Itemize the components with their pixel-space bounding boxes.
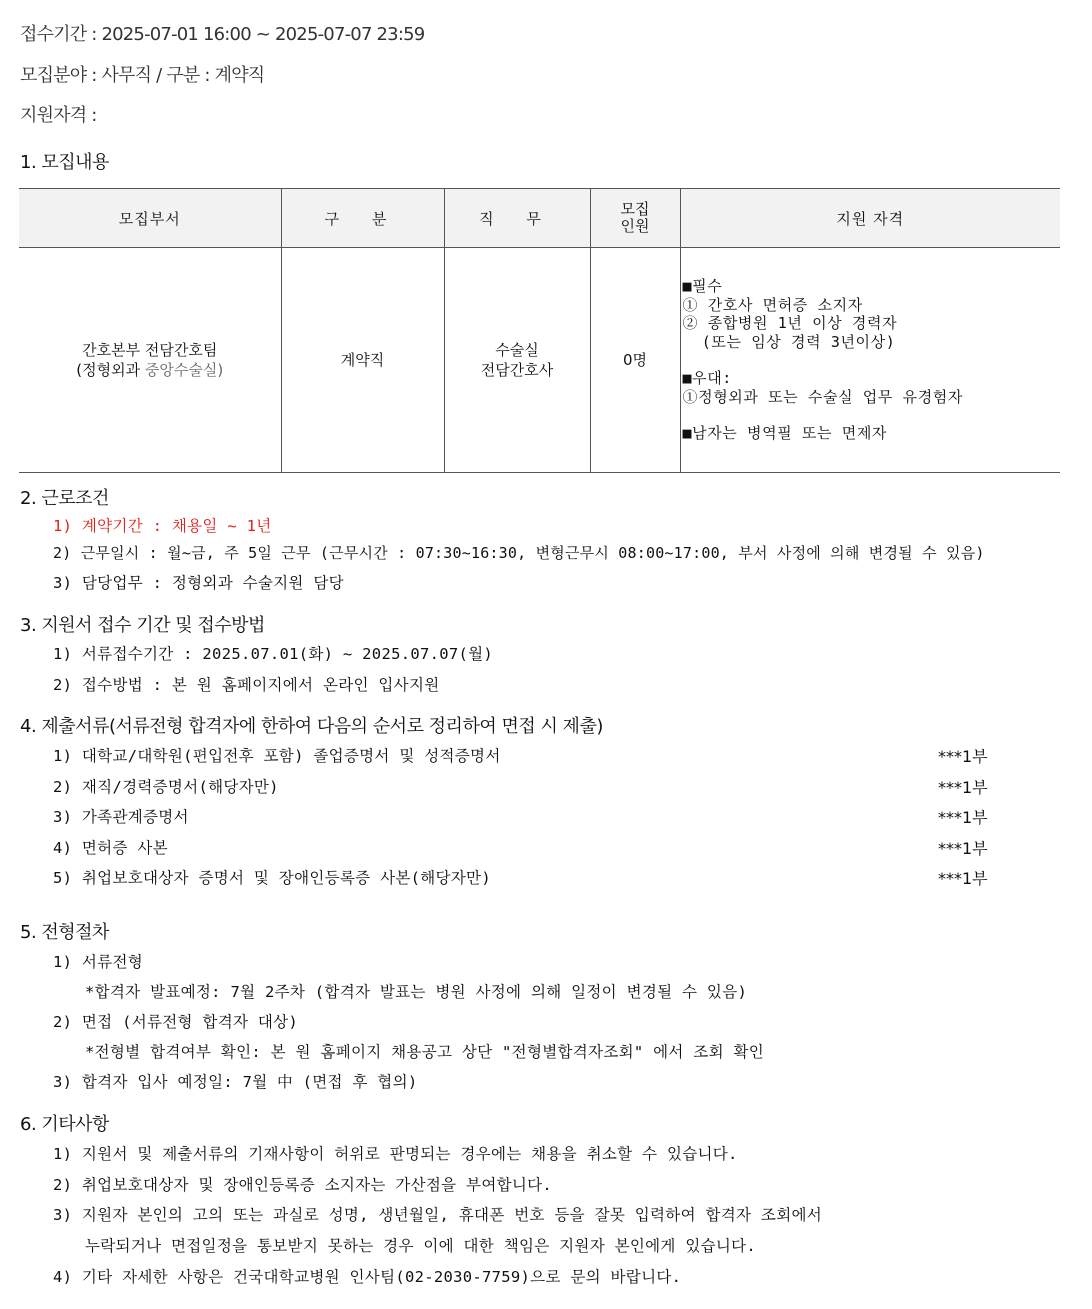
list-item: 2) 근무일시 : 월~금, 주 5일 근무 (근무시간 : 07:30~16:30, 변형근무시 08:00~17:00, 부서 사정에 의해 변경될 수 있음)	[53, 544, 985, 562]
list-item: 1) 계약기간 : 채용일 ~ 1년	[53, 517, 272, 535]
list-item: 5) 취업보호대상자 증명서 및 장애인등록증 사본(해당자만)	[53, 869, 491, 887]
list-item: 3) 담당업무 : 정형외과 수술지원 담당	[53, 574, 344, 592]
copies-count: ***1부	[938, 778, 988, 797]
table-row	[19, 248, 1060, 473]
cell-qualifications: ■필수 ① 간호사 면허증 소지자 ② 종합병원 1년 이상 경력자 (또는 임상 경력 3년이상) ■우대: ①정형외과 또는 수술실 업무 유경험자 ■남자는 병역필 또는 면제자	[680, 248, 1060, 473]
list-item: 3) 합격자 입사 예정일: 7월 中 (면접 후 협의)	[53, 1073, 418, 1091]
list-item: *전형별 합격여부 확인: 본 원 홈페이지 채용공고 상단 "전형별합격자조회" 에서 조회 확인	[85, 1043, 765, 1061]
copies-count: ***1부	[938, 839, 988, 858]
list-item: 2) 접수방법 : 본 원 홈페이지에서 온라인 입사지원	[53, 676, 440, 694]
header-count: 모집 인원	[590, 189, 680, 248]
copies-count: ***1부	[938, 869, 988, 888]
recruitment-table	[19, 188, 1060, 473]
section-6-title: 6. 기타사항	[20, 1114, 109, 1135]
section-3-title: 3. 지원서 접수 기간 및 접수방법	[20, 615, 265, 636]
cell-dept	[19, 248, 281, 473]
dept-name: 간호본부 전담간호팀	[82, 341, 218, 359]
copies-count: ***1부	[938, 808, 988, 827]
header-type: 구 분	[281, 189, 444, 248]
table-header-row	[19, 189, 1060, 248]
section-2-title: 2. 근로조건	[20, 488, 109, 509]
field-line: 모집분야 : 사무직 / 구분 : 계약직	[20, 65, 265, 86]
list-item: 1) 서류접수기간 : 2025.07.01(화) ~ 2025.07.07(월)	[53, 645, 494, 663]
section-1-title: 1. 모집내용	[20, 152, 109, 173]
list-item: 4) 면허증 사본	[53, 839, 168, 857]
section-4-title: 4. 제출서류(서류전형 합격자에 한하여 다음의 순서로 정리하여 면접 시 제출)	[20, 716, 603, 737]
cell-job: 수술실 전담간호사	[444, 248, 590, 473]
dept-sub: (정형외과 중앙수술실)	[76, 361, 224, 379]
qualification-line: 지원자격 :	[20, 105, 97, 126]
list-item: 1) 지원서 및 제출서류의 기재사항이 허위로 판명되는 경우에는 채용을 취소할 수 있습니다.	[53, 1145, 738, 1163]
header-dept: 모집부서	[19, 189, 281, 248]
cell-count: 0명	[590, 248, 680, 473]
header-qualification: 지원 자격	[680, 189, 1060, 248]
list-item: *합격자 발표예정: 7월 2주차 (합격자 발표는 병원 사정에 의해 일정이 변경될 수 있음)	[85, 983, 748, 1001]
list-item: 1) 대학교/대학원(편입전후 포함) 졸업증명서 및 성적증명서	[53, 747, 501, 765]
list-item: 3) 지원자 본인의 고의 또는 과실로 성명, 생년월일, 휴대폰 번호 등을 잘못 입력하여 합격자 조회에서	[53, 1206, 823, 1224]
header-job: 직 무	[444, 189, 590, 248]
list-item: 누락되거나 면접일정을 통보받지 못하는 경우 이에 대한 책임은 지원자 본인에게 있습니다.	[85, 1237, 757, 1255]
list-item: 4) 기타 자세한 사항은 건국대학교병원 인사팀(02-2030-7759)으로 문의 바랍니다.	[53, 1268, 682, 1286]
cell-type: 계약직	[281, 248, 444, 473]
list-item: 3) 가족관계증명서	[53, 808, 189, 826]
period-line: 접수기간 : 2025-07-01 16:00 ~ 2025-07-07 23:59	[20, 24, 425, 45]
list-item: 2) 면접 (서류전형 합격자 대상)	[53, 1013, 299, 1031]
list-item: 2) 취업보호대상자 및 장애인등록증 소지자는 가산점을 부여합니다.	[53, 1176, 553, 1194]
section-5-title: 5. 전형절차	[20, 922, 109, 943]
list-item: 1) 서류전형	[53, 953, 143, 971]
list-item: 2) 재직/경력증명서(해당자만)	[53, 778, 279, 796]
copies-count: ***1부	[938, 747, 988, 766]
